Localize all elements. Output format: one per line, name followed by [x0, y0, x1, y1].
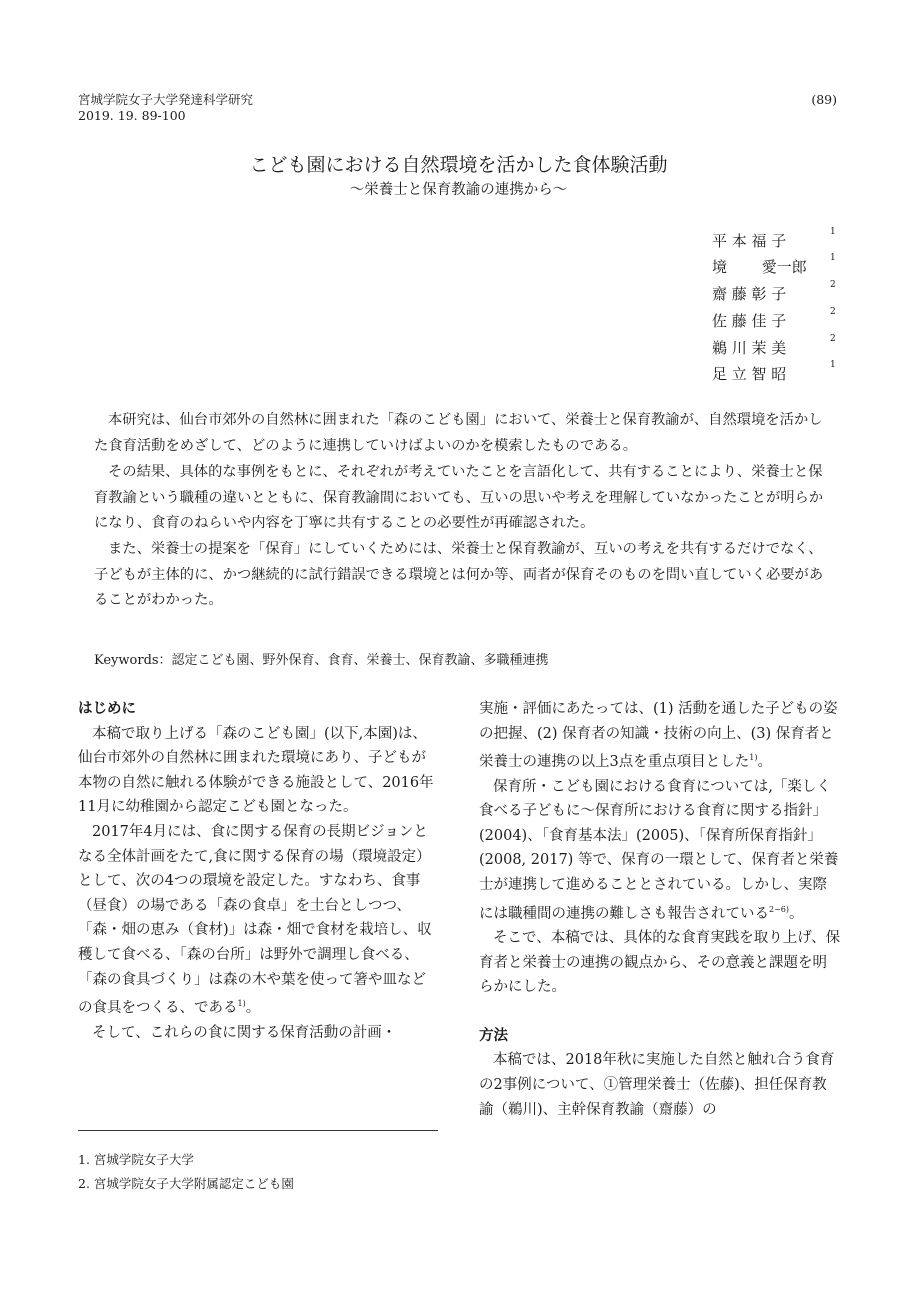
author: 境 愛一郎 $^1$ — [712, 253, 836, 276]
author: 齋 藤 彰 子 $^2$ — [712, 280, 836, 303]
author: 平 本 福 子 $^1$ — [712, 227, 836, 250]
section-heading: はじめに — [78, 700, 136, 717]
body-paragraph: 本稿で取り上げる「森のこども園」(以下,本園)は、仙台市郊外の自然林に囲まれた環境にあり、子どもが本物の自然に触れる体験ができる施設として、2016年11月に幼稚園から認定こども園となった。 — [78, 725, 434, 816]
keywords: Keywords：認定こども園、野外保育、食育、栄養士、保育教諭、多職種連携 — [94, 653, 549, 668]
abstract-paragraph: 本研究は、仙台市郊外の自然林に囲まれた「森のこども園」において、栄養士と保育教諭が、自然環境を活かした食育活動をめざして、どのように連携していけばよいのかを模索したものである。 — [94, 412, 823, 454]
body-paragraph: 実施・評価にあたっては、(1) 活動を通した子どもの姿の把握、(2) 保育者の知識・技術の向上、(3) 保育者と栄養士の連携の以上3点を重点項目とした$^{1)}$。 — [479, 701, 838, 771]
footnote: 1. 宮城学院女子大学 — [78, 1152, 194, 1167]
body-paragraph: そこで、本稿では、具体的な食育実践を取り上げ、保育者と栄養士の連携の観点から、その意義と課題を明らかにした。 — [479, 930, 841, 996]
left-column — [78, 697, 440, 1045]
footnote-rule — [78, 1130, 438, 1131]
body-paragraph: そして、これらの食に関する保育活動の計画・ — [92, 1024, 397, 1041]
abstract-paragraph: その結果、具体的な事例をもとに、それぞれが考えていたことを言語化して、共有することにより、栄養士と保育教諭という職種の違いとともに、保育教諭間においても、互いの思いや考えを理解していなかったことが明らかになり、食育のねらいや内容を丁寧に共有することの必要性が再確認された。 — [94, 464, 824, 531]
abstract-paragraph: また、栄養士の提案を「保育」にしていくためには、栄養士と保育教諭が、互いの考えを共有するだけでなく、子どもが主体的に、かつ継続的に試行錯誤できる環境とは何か等、両者が保育そのものを問い直していく必要があることがわかった。 — [94, 541, 824, 608]
author: 佐 藤 佳 子 $^2$ — [712, 307, 836, 330]
body-paragraph: 2017年4月には、食に関する保育の長期ビジョンとなる全体計画をたて,食に関する保育の場（環境設定）として、次の4つの環境を設定した。すなわち、食事（昼食）の場である「森の食卓」を土台としつつ、「森・畑の恵み（食材)」は森・畑で食材を栽培し、収穫して食べる、「森の台所」は野外で調理し食べる、「森の食具づくり」は森の木や葉を使って箸や皿などの食具をつくる、である$^{1)}$。 — [78, 823, 432, 1016]
paper-title: こども園における自然環境を活かした食体験活動 — [249, 154, 668, 176]
right-column — [479, 697, 841, 1122]
section-heading: 方法 — [479, 1026, 508, 1044]
paper-subtitle: ～栄養士と保育教諭の連携から～ — [349, 182, 568, 198]
author: 足 立 智 昭 $^1$ — [712, 360, 836, 383]
journal-name: 宮城学院女子大学発達科学研究 — [78, 92, 254, 107]
body-paragraph: 本稿では、2018年秋に実施した自然と触れ合う食育の2事例について、①管理栄養士（佐藤)、担任保育教諭（鵜川)、主幹保育教諭（齋藤）の — [479, 1052, 835, 1118]
page-number: (89) — [811, 92, 837, 107]
footnote: 2. 宮城学院女子大学附属認定こども園 — [78, 1176, 294, 1191]
journal-volume: 2019. 19. 89-100 — [78, 108, 186, 123]
body-paragraph: 保育所・こども園における食育については,「楽しく食べる子どもに～保育所における食育に関する指針」(2004)、「食育基本法」(2005)、「保育所保育指針」(2008, 2017) 等で、保育の一環として、保育者と栄養士が連携して進めることとされている。しかし、実際には職種間の連携の難しさも報告されている$^{2\sim 6)}$。 — [479, 778, 839, 922]
author: 鵜 川 茉 美 $^2$ — [712, 334, 836, 357]
